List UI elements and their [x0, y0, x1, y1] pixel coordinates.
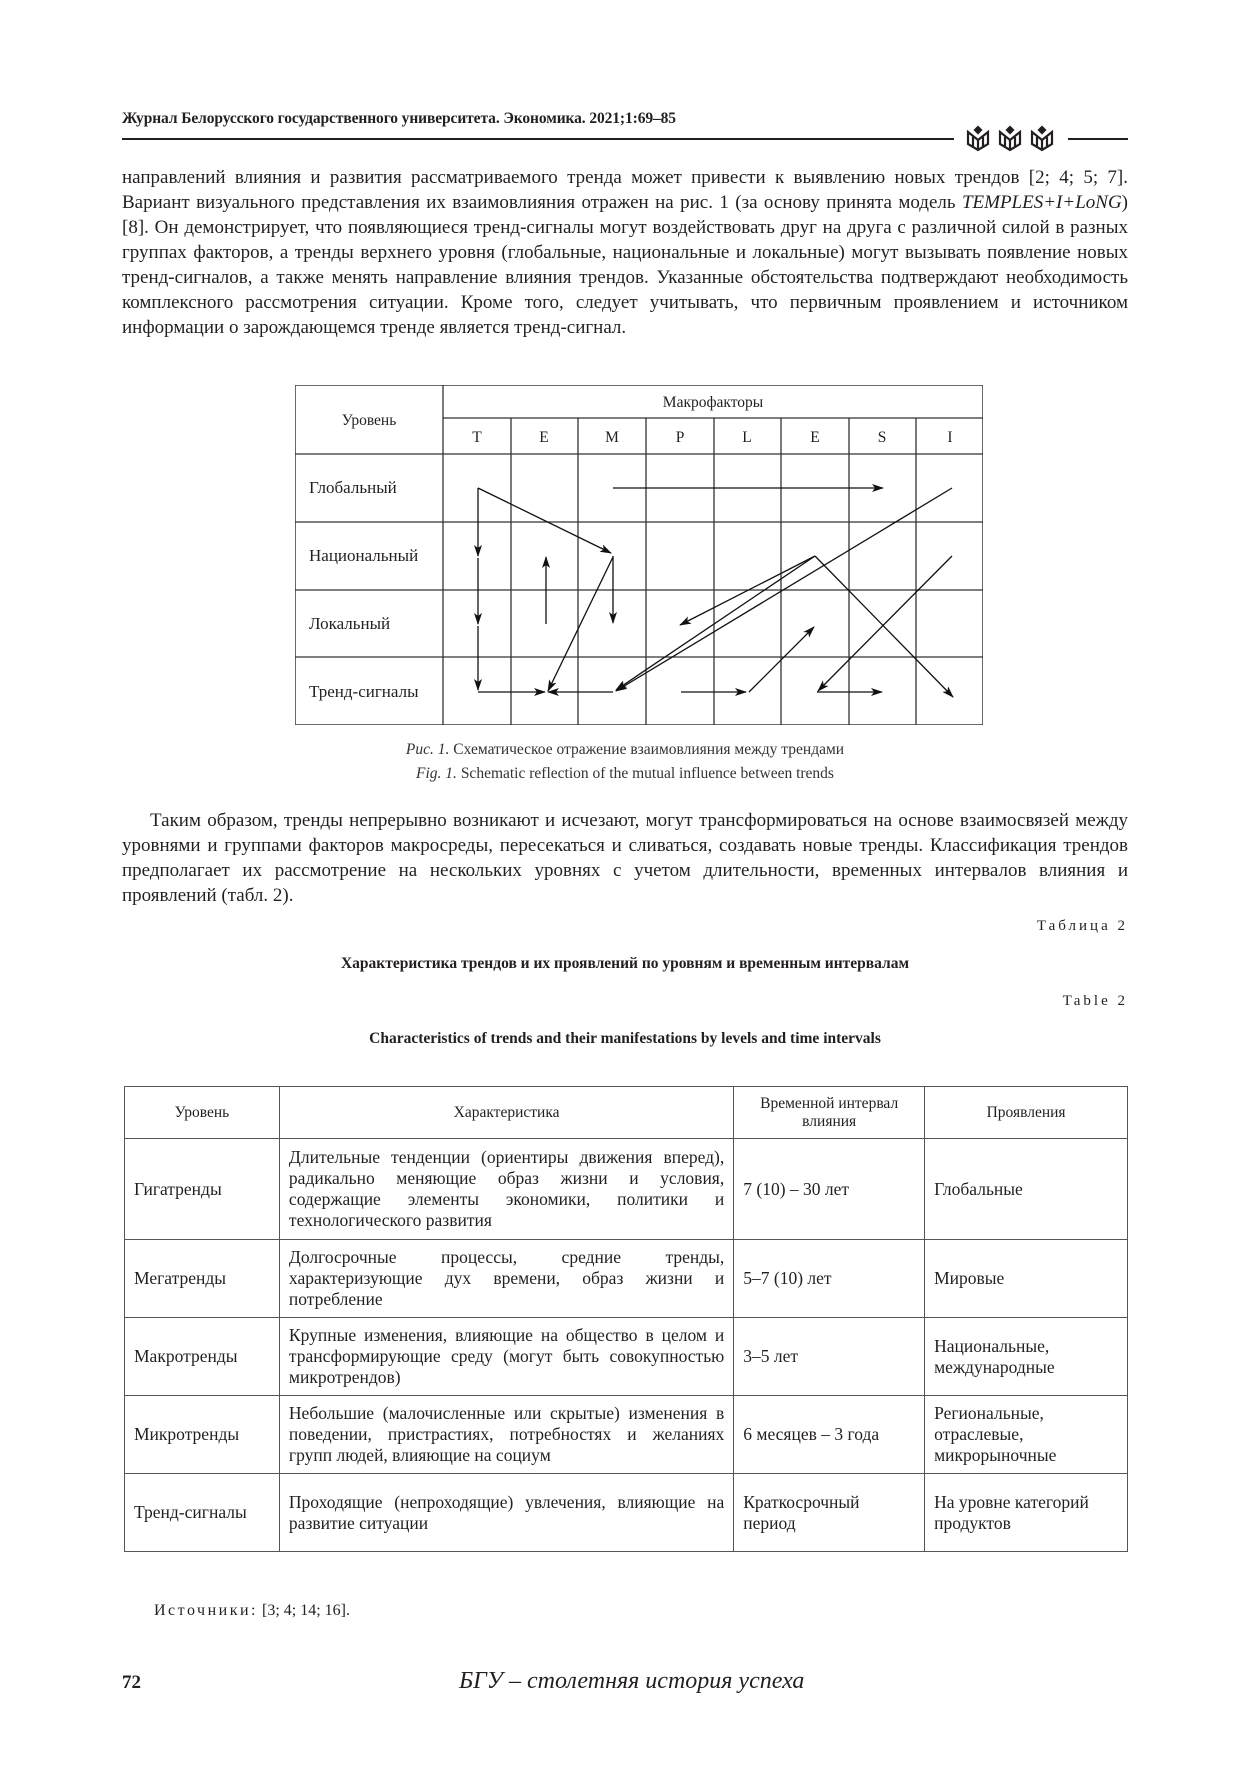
cell-level: Мегатренды [125, 1240, 280, 1318]
figure-header-macrofactors: Макрофакторы [662, 394, 764, 411]
trend-characteristics-table [124, 1086, 1128, 1552]
cell-interval: Краткосрочный период [734, 1474, 925, 1552]
factor-P: P [675, 429, 685, 446]
table-row [125, 1139, 1128, 1240]
cell-interval: 7 (10) – 30 лет [734, 1139, 925, 1240]
cell-characteristic: Проходящие (непроходящие) увлечения, влияющие на развитие ситуации [279, 1474, 733, 1552]
sources-label: Источники: [154, 1602, 258, 1619]
table-label-en: Table 2 [1062, 993, 1128, 1009]
cell-level: Микротренды [125, 1396, 280, 1474]
cell-level: Тренд-сигналы [125, 1474, 280, 1552]
row-trend-signals: Тренд-сигналы [309, 682, 419, 701]
col-header-level: Уровень [125, 1087, 280, 1139]
table-row [125, 1240, 1128, 1318]
cell-manifestation: Глобальные [925, 1139, 1128, 1240]
factor-T: T [472, 429, 482, 446]
table-row [125, 1318, 1128, 1396]
caption-text: Схематическое отражение взаимовлияния между трендами [449, 741, 845, 758]
table-label-ru: Таблица 2 [1036, 918, 1128, 934]
paragraph-text: направлений влияния и развития рассматриваемого тренда может привести к выявлению новых трендов [2; 4; 5; 7]. Вариант визуального представления их взаимовлияния отражен на рис. 1 (за основу принята модель [122, 167, 1128, 213]
cell-manifestation: Национальные, международные [925, 1318, 1128, 1396]
row-national: Национальный [309, 546, 419, 565]
body-paragraph-1 [122, 165, 1128, 340]
col-header-characteristic: Характеристика [279, 1087, 733, 1139]
cell-level: Гигатренды [125, 1139, 280, 1240]
header-rule [122, 138, 954, 140]
sources-list: [3; 4; 14; 16]. [257, 1602, 350, 1619]
cell-manifestation: Региональные, отраслевые, микрорыночные [925, 1396, 1128, 1474]
figure-caption-ru [122, 738, 1128, 762]
model-name: TEMPLES+I+LoNG [961, 192, 1122, 213]
table-header-row [125, 1087, 1128, 1139]
paragraph-text: Таким образом, тренды непрерывно возникают и исчезают, могут трансформироваться на основе взаимосвязей между уровнями и группами факторов макросреды, пересекаться и сливаться, создавать новые тренды. Классификация трендов предполагает их рассмотрение на нескольких уровнях с учетом длительности, временных интервалов влияния и проявлений (табл. 2). [122, 810, 1128, 906]
cell-manifestation: Мировые [925, 1240, 1128, 1318]
page-number: 72 [122, 1672, 141, 1693]
cell-characteristic: Небольшие (малочисленные или скрытые) изменения в поведении, пристрастиях, потребностях и желаниях групп людей, влияющие на социум [279, 1396, 733, 1474]
figure-caption-en [122, 762, 1128, 786]
cell-interval: 6 месяцев – 3 года [734, 1396, 925, 1474]
table-sources [154, 1602, 350, 1620]
caption-label: Fig. 1. [416, 765, 457, 782]
col-header-manifestation: Проявления [925, 1087, 1128, 1139]
cell-interval: 5–7 (10) лет [734, 1240, 925, 1318]
cell-characteristic: Долгосрочные процессы, средние тренды, характеризующие дух времени, образ жизни и потребление [279, 1240, 733, 1318]
slogan-handwritten [455, 1658, 815, 1704]
cell-characteristic: Длительные тенденции (ориентиры движения вперед), радикально меняющие образ жизни и условия, содержащие элементы экономики, политики и технологического развития [279, 1139, 733, 1240]
paragraph-text: ) [8]. Он демонстрирует, что появляющиеся тренд-сигналы могут воздействовать друг на друга с различной силой в разных группах факторов, а тренды верхнего уровня (глобальные, национальные и локальные) могут вызывать появление новых тренд-сигналов, а также менять направление влияния трендов. Указанные обстоятельства подтверждают необходимость комплексного рассмотрения ситуации. Кроме того, следует учитывать, что первичным проявлением и источником информации о зарождающемся тренде является тренд-сигнал. [122, 192, 1128, 338]
col-header-interval: Временной интервал влияния [734, 1087, 925, 1139]
cell-manifestation: На уровне категорий продуктов [925, 1474, 1128, 1552]
factor-E: E [539, 429, 549, 446]
caption-label: Рис. 1. [405, 741, 450, 758]
factor-M: M [605, 429, 619, 446]
factor-I: I [947, 429, 953, 446]
header-rule-right [1068, 138, 1128, 140]
influence-arrows [478, 488, 953, 697]
cell-interval: 3–5 лет [734, 1318, 925, 1396]
bsu-tulip-logo-icon [964, 124, 1060, 152]
table-row [125, 1396, 1128, 1474]
cell-level: Макротренды [125, 1318, 280, 1396]
table-row [125, 1474, 1128, 1552]
row-local: Локальный [309, 614, 391, 633]
body-paragraph-2 [122, 808, 1128, 908]
table-title-en: Characteristics of trends and their manifestations by levels and time intervals [369, 1030, 881, 1047]
table-title-ru: Характеристика трендов и их проявлений по уровням и временным интервалам [340, 955, 910, 972]
cell-characteristic: Крупные изменения, влияющие на общество в целом и трансформирующие среду (могут быть совокупностью микротрендов) [279, 1318, 733, 1396]
row-global: Глобальный [309, 478, 397, 497]
factor-L: L [742, 429, 752, 446]
factor-E2: E [810, 429, 820, 446]
caption-text: Schematic reflection of the mutual influence between trends [456, 765, 834, 782]
factor-S: S [877, 429, 887, 446]
figure-header-level: Уровень [341, 412, 397, 429]
svg-text:БГУ – столетняя история успеха: БГУ – столетняя история успеха [459, 1668, 805, 1694]
figure-trend-interaction-diagram [295, 385, 983, 725]
running-title: Журнал Белорусского государственного университета. Экономика. 2021;1:69–85 [122, 110, 676, 127]
